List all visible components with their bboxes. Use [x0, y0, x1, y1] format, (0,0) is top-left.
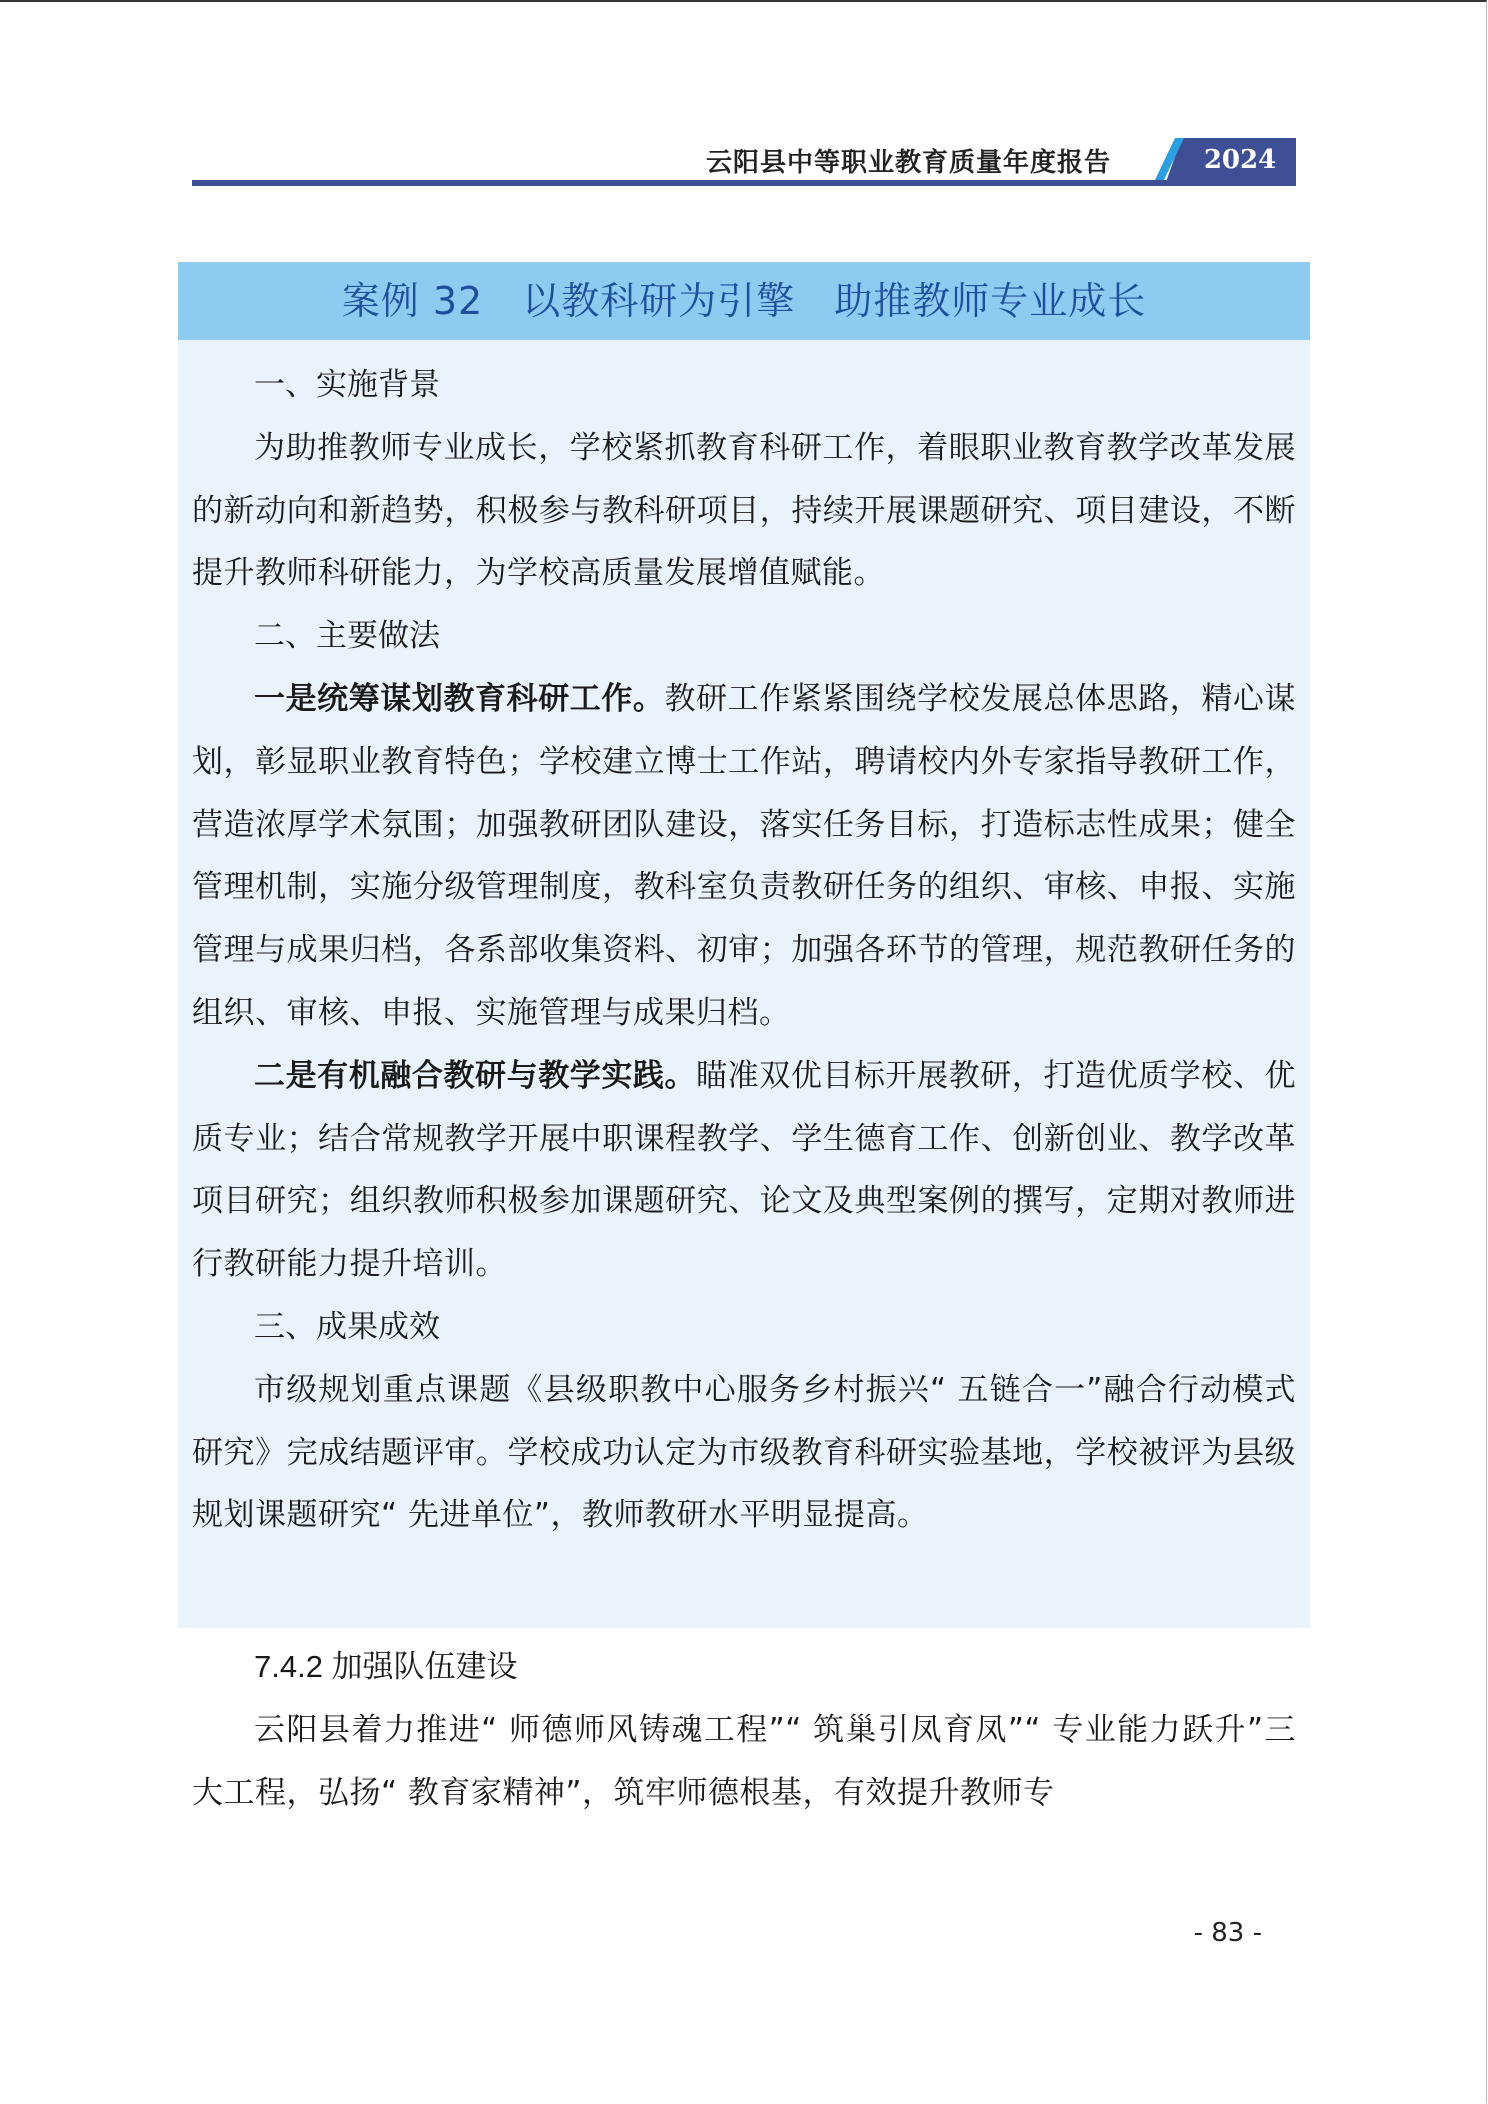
- methods-point-2: [192, 1045, 1296, 1296]
- header-title: 云阳县中等职业教育质量年度报告: [705, 148, 1111, 178]
- section-heading-results: 三、成果成效: [254, 1308, 440, 1345]
- section-heading-methods: 二、主要做法: [254, 618, 440, 655]
- body-paragraph: 云阳县着力推进“ 师德师风铸魂工程”“ 筑巢引凤育凤”“ 专业能力跃升”三大工程，弘扬“ 教育家精神”，筑牢师德根基，有效提升教师专: [192, 1711, 1296, 1811]
- case-title: 案例 32 以教科研为引擎 助推教师专业成长: [178, 262, 1310, 340]
- subsection-heading: 7.4.2 加强队伍建设: [254, 1649, 518, 1684]
- point-2-text: 瞄准双优目标开展教研，打造优质学校、优质专业；结合常规教学开展中职课程教学、学生德育工作、创新创业、教学改革项目研究；组织教师积极参加课题研究、论文及典型案例的撰写，定期对教师进行教研能力提升培训。: [192, 1057, 1296, 1283]
- page-number: - 83 -: [1193, 1918, 1262, 1948]
- methods-point-1: [192, 668, 1296, 1045]
- page-header: [192, 138, 1296, 186]
- point-2-lead: 二是有机融合教研与教学实践。: [254, 1057, 697, 1094]
- header-rule: [192, 180, 1296, 186]
- case-body: [178, 340, 1310, 1547]
- case-box: [178, 262, 1310, 1628]
- section-text-background: 为助推教师专业成长，学校紧抓教育科研工作，着眼职业教育教学改革发展的新动向和新趋势，积极参与教科研项目，持续开展课题研究、项目建设，不断提升教师科研能力，为学校高质量发展增值赋能。: [192, 429, 1296, 592]
- point-1-text: 教研工作紧紧围绕学校发展总体思路，精心谋划，彰显职业教育特色；学校建立博士工作站，聘请校内外专家指导教研工作，营造浓厚学术氛围；加强教研团队建设，落实任务目标，打造标志性成果；健全管理机制，实施分级管理制度，教科室负责教研任务的组织、审核、申报、实施管理与成果归档，各系部收集资料、初审；加强各环节的管理，规范教研任务的组织、审核、申报、实施管理与成果归档。: [192, 680, 1296, 1031]
- section-text-results: 市级规划重点课题《县级职教中心服务乡村振兴“ 五链合一”融合行动模式研究》完成结题评审。学校成功认定为市级教育科研实验基地，学校被评为县级规划课题研究“ 先进单位”，教师教研水平明显提高。: [192, 1371, 1296, 1534]
- main-content: [192, 1636, 1296, 1824]
- header-year: 2024: [1203, 145, 1277, 175]
- point-1-lead: 一是统筹谋划教育科研工作。: [254, 680, 665, 717]
- section-heading-background: 一、实施背景: [254, 367, 440, 403]
